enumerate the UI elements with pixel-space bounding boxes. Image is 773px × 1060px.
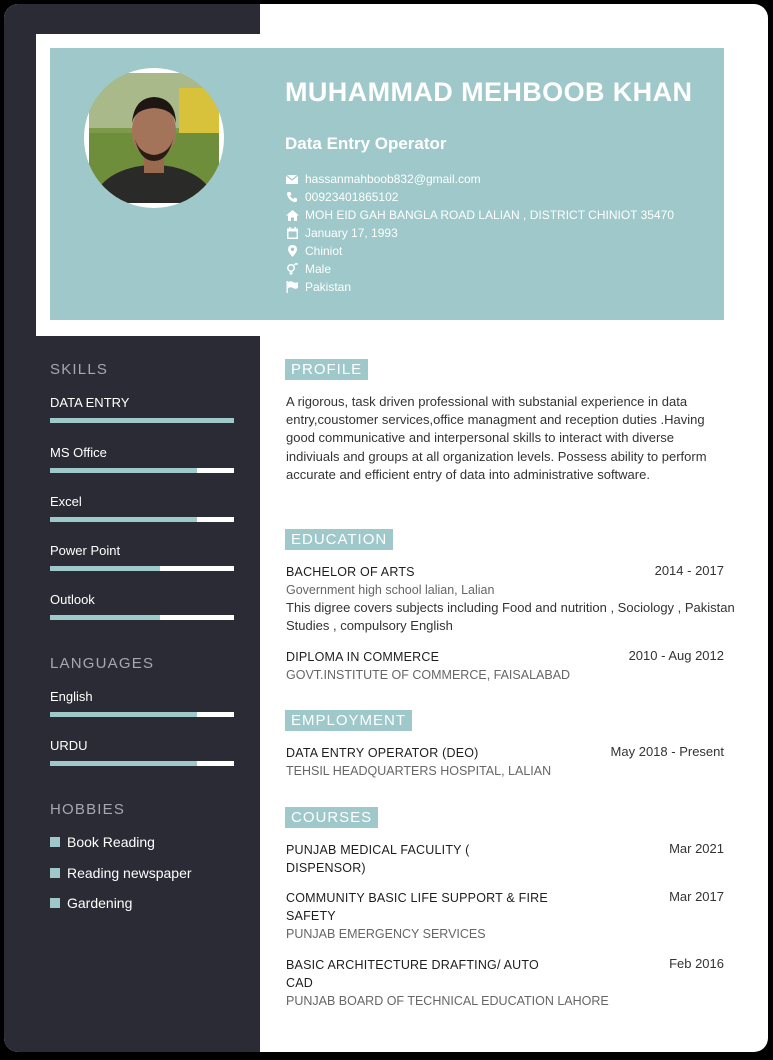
skill-bar [50, 566, 234, 571]
courses-heading: COURSES [285, 807, 378, 828]
course-institution: PUNJAB EMERGENCY SERVICES [286, 927, 486, 941]
skill-label: Power Point [50, 543, 121, 558]
skills-heading: SKILLS [50, 361, 109, 378]
contact-list [285, 170, 674, 296]
language-bar [50, 761, 234, 766]
course-date: Mar 2017 [669, 889, 724, 904]
language-label: URDU [50, 738, 88, 753]
language-label: English [50, 689, 93, 704]
job-title: Data Entry Operator [285, 134, 447, 153]
skill-bar [50, 468, 234, 473]
contact-phone[interactable]: 00923401865102 [285, 188, 674, 206]
skill-bar [50, 418, 234, 423]
skill-bar [50, 517, 234, 522]
calendar-icon [285, 226, 299, 240]
language-bar-fill [50, 712, 197, 717]
skill-label: Excel [50, 494, 82, 509]
contact-email[interactable]: hassanmahboob832@gmail.com [285, 170, 674, 188]
language-bar-fill [50, 761, 197, 766]
portrait-image [89, 73, 219, 203]
education-title: BACHELOR OF ARTS [286, 565, 415, 579]
contact-city: Chiniot [285, 242, 674, 260]
square-bullet-icon [50, 898, 60, 908]
education-heading: EDUCATION [285, 529, 393, 550]
course-institution: PUNJAB BOARD OF TECHNICAL EDUCATION LAHORE [286, 994, 609, 1008]
profile-summary: A rigorous, task driven professional with substanial experience in data entry,coustomer services,office managment and reception duties .Having good communicative and interpersonal skills to interact with diverse indiviuals and groups at all organization levels. Possess ability to perform accurate and efficient entry of data into administrative software. [286, 394, 707, 482]
candidate-name: MUHAMMAD MEHBOOB KHAN [285, 77, 693, 107]
education-description: This digree covers subjects including Food and nutrition , Sociology , Pakistan Studies , compulsory English [286, 600, 735, 633]
course-title: COMMUNITY BASIC LIFE SUPPORT & FIRE SAFETY [286, 891, 548, 923]
hobby-item: Reading newspaper [50, 865, 192, 881]
contact-gender: Male [285, 260, 674, 278]
flag-icon [285, 280, 299, 294]
employment-employer: TEHSIL HEADQUARTERS HOSPITAL, LALIAN [286, 764, 552, 778]
phone-icon [285, 190, 299, 204]
hobby-item: Gardening [50, 895, 132, 911]
skill-bar-fill [50, 517, 197, 522]
education-institution: Government high school lalian, Lalian [286, 583, 495, 597]
course-date: Feb 2016 [669, 956, 724, 971]
education-date: 2010 - Aug 2012 [628, 648, 724, 663]
course-title: PUNJAB MEDICAL FACULITY ( DISPENSOR) [286, 843, 470, 875]
skill-label: DATA ENTRY [50, 395, 130, 410]
square-bullet-icon [50, 837, 60, 847]
course-title: BASIC ARCHITECTURE DRAFTING/ AUTO CAD [286, 958, 539, 990]
skill-bar [50, 615, 234, 620]
gender-icon [285, 262, 299, 276]
contact-address: MOH EID GAH BANGLA ROAD LALIAN , DISTRICT CHINIOT 35470 [285, 206, 674, 224]
hobby-item: Book Reading [50, 834, 155, 850]
location-pin-icon [285, 244, 299, 258]
skill-bar-fill [50, 468, 197, 473]
envelope-icon [285, 172, 299, 186]
language-bar [50, 712, 234, 717]
resume-page [4, 4, 768, 1052]
education-institution: GOVT.INSTITUTE OF COMMERCE, FAISALABAD [286, 668, 571, 682]
employment-title: DATA ENTRY OPERATOR (DEO) [286, 746, 479, 760]
skill-label: MS Office [50, 445, 107, 460]
skill-bar-fill [50, 615, 160, 620]
contact-country: Pakistan [285, 278, 674, 296]
contact-birthdate: January 17, 1993 [285, 224, 674, 242]
employment-heading: EMPLOYMENT [285, 710, 412, 731]
skill-bar-fill [50, 566, 160, 571]
education-title: DIPLOMA IN COMMERCE [286, 650, 440, 664]
square-bullet-icon [50, 868, 60, 878]
home-icon [285, 208, 299, 222]
course-date: Mar 2021 [669, 841, 724, 856]
skill-label: Outlook [50, 592, 95, 607]
employment-date: May 2018 - Present [610, 744, 724, 759]
languages-heading: LANGUAGES [50, 655, 155, 672]
hobbies-heading: HOBBIES [50, 801, 126, 818]
profile-heading: PROFILE [285, 359, 368, 380]
skill-bar-fill [50, 418, 234, 423]
education-date: 2014 - 2017 [654, 563, 724, 578]
profile-photo [84, 68, 224, 208]
